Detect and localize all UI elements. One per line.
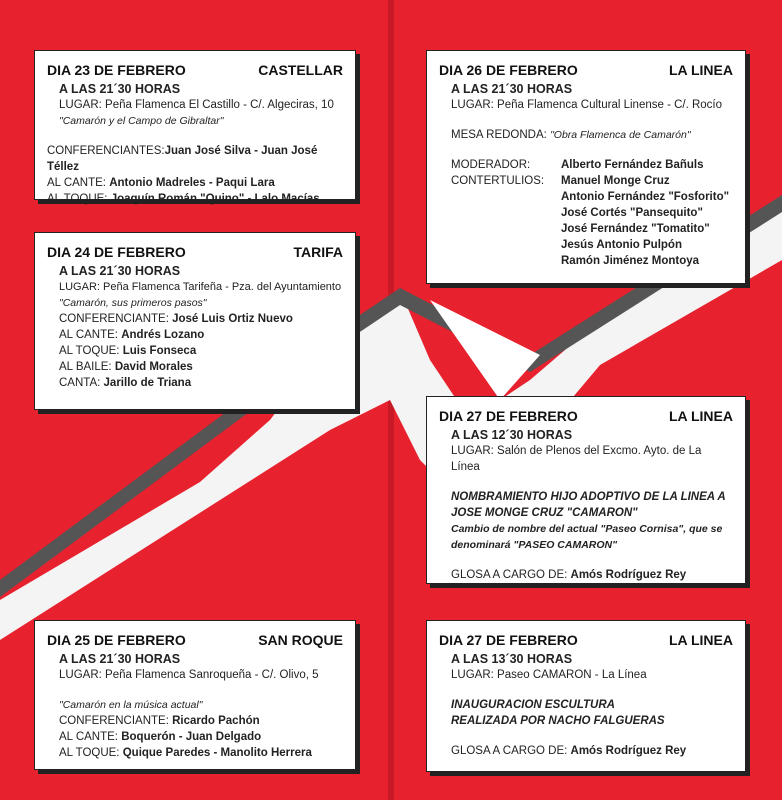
glosa-value: Amós Rodríguez Rey: [570, 745, 687, 757]
lugar-label: LUGAR:: [451, 445, 494, 457]
event-time: A LAS 21´30 HORAS: [451, 82, 573, 96]
moderador-label: MODERADOR:: [451, 159, 531, 171]
glosa-value: Amós Rodríguez Rey: [570, 569, 687, 581]
event-title: "Camarón en la música actual": [59, 699, 203, 711]
event-place: LA LINEA: [668, 632, 733, 648]
list-item: Jesús Antonio Pulpón: [561, 239, 682, 251]
glosa-label: GLOSA A CARGO DE:: [451, 569, 568, 581]
mesa-label: MESA REDONDA:: [451, 129, 547, 141]
cante-label: AL CANTE:: [59, 329, 119, 341]
canta-value: Jarillo de Triana: [103, 377, 192, 389]
cante-value: Boquerón - Juan Delgado: [121, 731, 262, 743]
event-title: "Camarón y el Campo de Gibraltar": [59, 115, 224, 127]
toque-value: Luis Fonseca: [122, 345, 197, 357]
inauguracion-line-2: REALIZADA POR NACHO FALGUERAS: [451, 715, 665, 727]
lugar-label: LUGAR:: [59, 99, 102, 111]
event-date: DIA 23 DE FEBRERO: [47, 62, 186, 78]
lugar-value: Paseo CAMARON - La Línea: [497, 669, 647, 681]
nombramiento-line-2: JOSE MONGE CRUZ "CAMARON": [451, 507, 638, 519]
conf-label: CONFERENCIANTE:: [59, 313, 169, 325]
event-time: A LAS 13´30 HORAS: [451, 652, 573, 666]
event-title: "Camarón, sus primeros pasos": [59, 297, 207, 309]
conf-value: José Luis Ortiz Nuevo: [172, 313, 293, 325]
lugar-label: LUGAR:: [59, 669, 102, 681]
toque-label: AL TOQUE:: [59, 747, 120, 759]
event-place: TARIFA: [293, 244, 343, 260]
cante-label: AL CANTE:: [59, 731, 119, 743]
toque-label: AL TOQUE:: [59, 345, 120, 357]
toque-value: Joaquín Román "Quino" - Lalo Macías: [110, 193, 320, 205]
lugar-value: Peña Flamenca Tarifeña - Pza. del Ayuntamiento: [103, 281, 342, 293]
event-card-la-linea-27-morning: [426, 396, 746, 584]
canta-label: CANTA:: [59, 377, 101, 389]
event-time: A LAS 21´30 HORAS: [59, 82, 181, 96]
event-place: SAN ROQUE: [258, 632, 343, 648]
lugar-value: Salón de Plenos del Excmo. Ayto. de La Línea: [451, 445, 702, 473]
glosa-label: GLOSA A CARGO DE:: [451, 745, 568, 757]
event-date: DIA 27 DE FEBRERO: [439, 632, 578, 648]
event-date: DIA 25 DE FEBRERO: [47, 632, 186, 648]
nombramiento-line-1: NOMBRAMIENTO HIJO ADOPTIVO DE LA LINEA A: [451, 491, 726, 503]
event-time: A LAS 21´30 HORAS: [59, 264, 181, 278]
cante-label: AL CANTE:: [47, 177, 107, 189]
event-date: DIA 24 DE FEBRERO: [47, 244, 186, 260]
conf-value: Juan José Silva - Juan José Téllez: [47, 145, 318, 173]
conf-label: CONFERENCIANTES:: [47, 145, 165, 157]
lugar-label: LUGAR:: [451, 99, 494, 111]
cante-value: Andrés Lozano: [121, 329, 205, 341]
conf-value: Ricardo Pachón: [172, 715, 260, 727]
event-place: CASTELLAR: [258, 62, 343, 78]
lugar-label: LUGAR:: [59, 281, 100, 293]
toque-label: AL TOQUE:: [47, 193, 108, 205]
event-date: DIA 27 DE FEBRERO: [439, 408, 578, 424]
event-card-tarifa: [34, 232, 356, 410]
event-card-la-linea-26: [426, 50, 746, 284]
conf-label: CONFERENCIANTE:: [59, 715, 169, 727]
event-place: LA LINEA: [668, 62, 733, 78]
contertulios-list: [561, 173, 729, 269]
lugar-value: Peña Flamenca Sanroqueña - C/. Olivo, 5: [105, 669, 319, 681]
cante-value: Antonio Madreles - Paqui Lara: [109, 177, 275, 189]
lugar-label: LUGAR:: [451, 669, 494, 681]
list-item: José Fernández "Tomatito": [561, 223, 710, 235]
event-time: A LAS 21´30 HORAS: [59, 652, 181, 666]
mesa-value: "Obra Flamenca de Camarón": [550, 129, 691, 141]
moderador-value: Alberto Fernández Bañuls: [561, 159, 704, 171]
cambio-line-1: Cambio de nombre del actual "Paseo Cornisa", que se: [451, 523, 723, 535]
event-time: A LAS 12´30 HORAS: [451, 428, 573, 442]
lugar-value: Peña Flamenca Cultural Linense - C/. Rocío: [497, 99, 723, 111]
inauguracion-line-1: INAUGURACION ESCULTURA: [451, 699, 615, 711]
list-item: Manuel Monge Cruz: [561, 175, 670, 187]
event-card-castellar: [34, 50, 356, 205]
event-card-san-roque: [34, 620, 356, 770]
baile-value: David Morales: [114, 361, 193, 373]
baile-label: AL BAILE:: [59, 361, 112, 373]
event-date: DIA 26 DE FEBRERO: [439, 62, 578, 78]
event-card-la-linea-27-midday: [426, 620, 746, 772]
cambio-line-2: denominará "PASEO CAMARON": [451, 539, 618, 551]
event-place: LA LINEA: [668, 408, 733, 424]
list-item: José Cortés "Pansequito": [561, 207, 703, 219]
toque-value: Quique Paredes - Manolito Herrera: [122, 747, 312, 759]
lugar-value: Peña Flamenca El Castillo - C/. Algeciras, 10: [105, 99, 334, 111]
list-item: Antonio Fernández "Fosforito": [561, 191, 730, 203]
list-item: Ramón Jiménez Montoya: [561, 255, 700, 267]
contertulios-label: CONTERTULIOS:: [451, 175, 545, 187]
